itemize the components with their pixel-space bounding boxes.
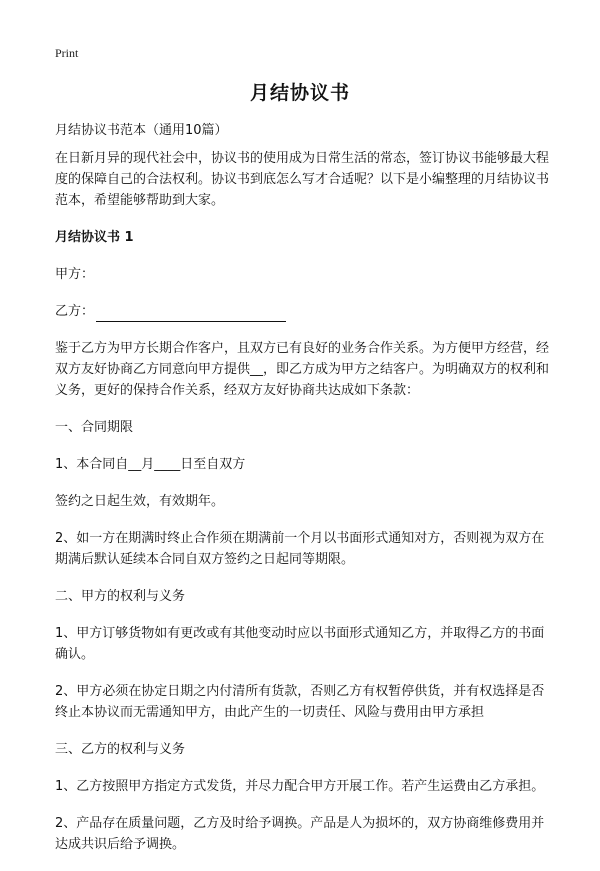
- clause-paragraph: 2、产品存在质量问题，乙方及时给予调换。产品是人为损坏的，双方协商维修费用并达成共识后给予调换。: [55, 816, 545, 852]
- clause-paragraph: 二、甲方的权利与义务: [55, 589, 186, 604]
- clause-paragraph: 2、如一方在期满时终止合作须在期满前一个月以书面形式通知对方，否则视为双方在期满后默认延续本合同自双方签约之日起同等期限。: [55, 531, 545, 567]
- intro-paragraph: 在日新月异的现代社会中，协议书的使用成为日常生活的常态，签订协议书能够最大程度的保障自己的合法权利。协议书到底怎么写才合适呢？以下是小编整理的月结协议书范本，希望能够帮助到大家。: [55, 151, 550, 208]
- section-heading: 月结协议书 1: [55, 230, 134, 245]
- print-link[interactable]: Print: [55, 46, 79, 60]
- party-a-label: 甲方：: [55, 267, 95, 282]
- party-b-label: 乙方：: [55, 304, 95, 319]
- clause-paragraph: 三、乙方的权利与义务: [55, 742, 186, 757]
- party-b-line: [55, 301, 550, 322]
- clause-paragraph: 2、甲方必须在协定日期之内付清所有货款，否则乙方有权暂停供货，并有权选择是否终止本协议而无需通知甲方，由此产生的一切责任、风险与费用由甲方承担: [55, 684, 545, 720]
- party-b-blank: [96, 307, 286, 322]
- page-title: 月结协议书: [249, 82, 350, 104]
- clause-paragraph: 1、甲方订够货物如有更改或有其他变动时应以书面形式通知乙方，并取得乙方的书面确认。: [55, 626, 545, 662]
- preamble-paragraph: 鉴于乙方为甲方长期合作客户，且双方已有良好的业务合作关系。为方便甲方经营，经双方友好协商乙方同意向甲方提供__，即乙方成为甲方之结客户。为明确双方的权利和义务，更好的保持合作关系，经双方友好协商共达成如下条款：: [55, 341, 550, 398]
- clause-paragraph: 签约之日起生效，有效期年。: [55, 494, 225, 509]
- clause-paragraph: 1、本合同自__月____日至自双方: [55, 457, 246, 472]
- document-subtitle: 月结协议书范本（通用10篇）: [55, 123, 228, 138]
- document-body: [55, 120, 550, 871]
- clause-paragraph: 一、合同期限: [55, 420, 134, 435]
- party-a-line: [55, 264, 550, 285]
- clause-paragraph: 1、乙方按照甲方指定方式发货，并尽力配合甲方开展工作。若产生运费由乙方承担。: [55, 779, 545, 794]
